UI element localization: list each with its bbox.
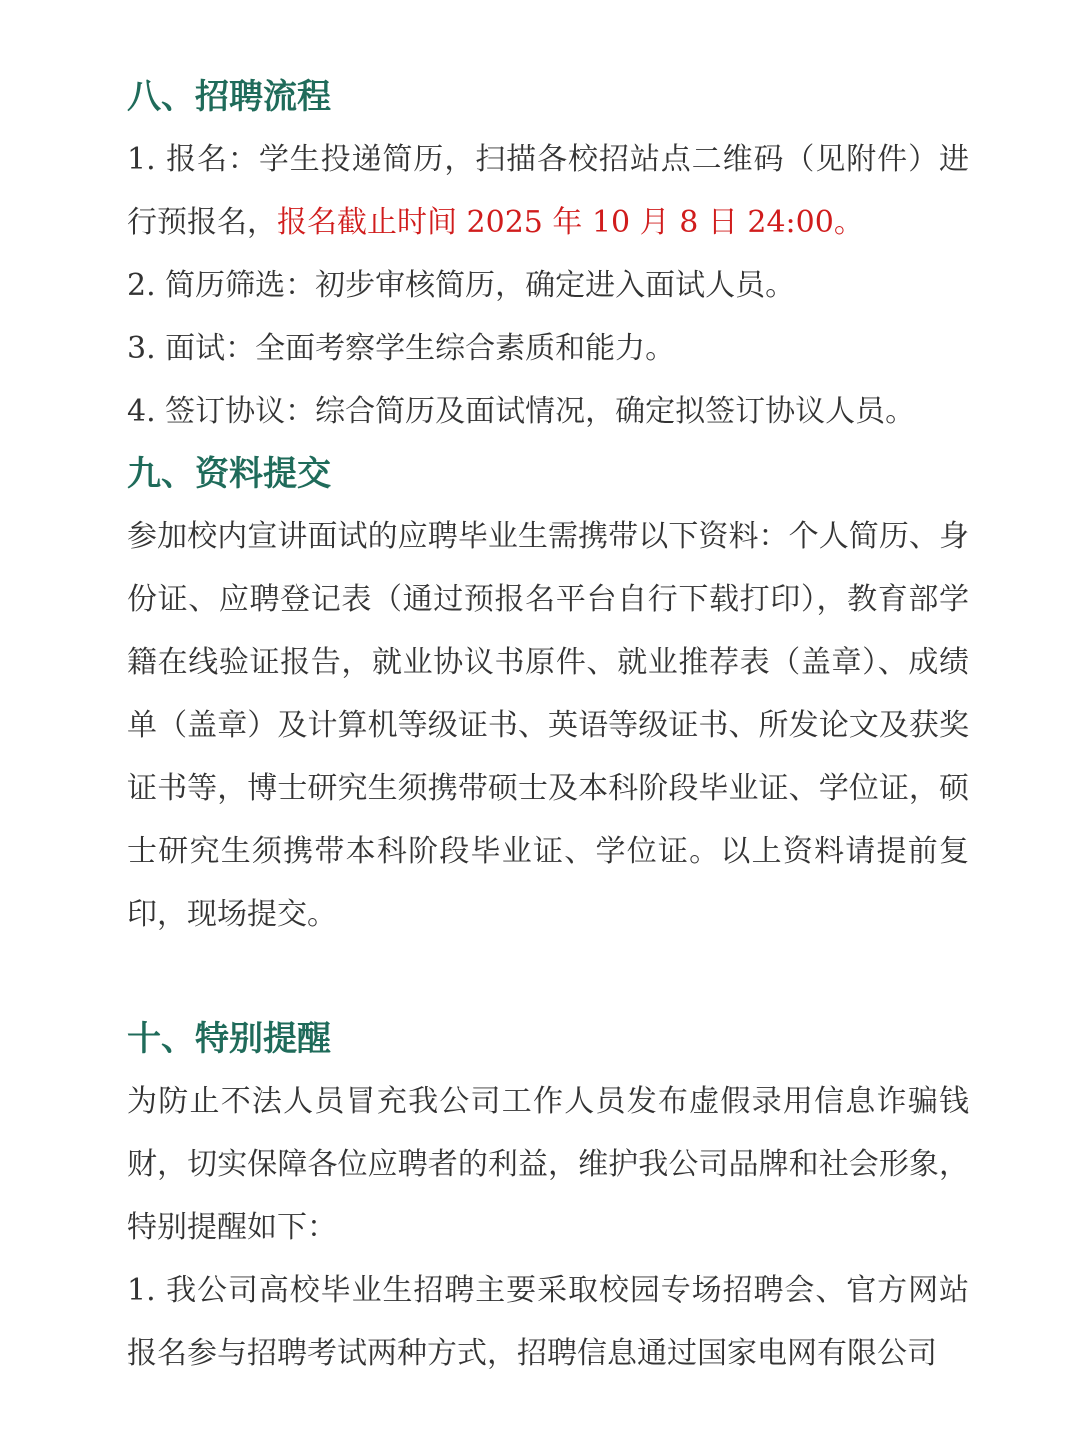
section-10-intro: 为防止不法人员冒充我公司工作人员发布虚假录用信息诈骗钱财，切实保障各位应聘者的利益，维护我公司品牌和社会形象，特别提醒如下：: [127, 1084, 969, 1245]
section-8-heading: 八、招聘流程: [127, 77, 331, 117]
section-8-step-4: 4. 签订协议：综合简历及面试情况，确定拟签订协议人员。: [127, 394, 916, 429]
section-8-step-3: 3. 面试：全面考察学生综合素质和能力。: [127, 331, 676, 366]
section-8-step-1: [127, 128, 969, 254]
section-9-body: 参加校内宣讲面试的应聘毕业生需携带以下资料：个人简历、身份证、应聘登记表（通过预报名平台自行下载打印），教育部学籍在线验证报告，就业协议书原件、就业推荐表（盖章）、成绩单（盖章）及计算机等级证书、英语等级证书、所发论文及获奖证书等，博士研究生须携带硕士及本科阶段毕业证、学位证，硕士研究生须携带本科阶段毕业证、学位证。以上资料请提前复印，现场提交。: [127, 519, 969, 932]
step-1-text: 1. 报名：学生投递简历，扫描各校招站点二维码（见附件）进行预报名，: [127, 142, 969, 240]
section-10-heading: 十、特别提醒: [127, 1019, 331, 1059]
registration-deadline: 报名截止时间 2025 年 10 月 8 日 24:00。: [277, 205, 864, 240]
section-10-item-1: 1. 我公司高校毕业生招聘主要采取校园专场招聘会、官方网站报名参与招聘考试两种方式，招聘信息通过国家电网有限公司: [127, 1273, 969, 1371]
section-spacer: [127, 946, 969, 1008]
section-9-heading: 九、资料提交: [127, 454, 331, 494]
section-8-step-2: 2. 简历筛选：初步审核简历，确定进入面试人员。: [127, 268, 796, 303]
document-page: [127, 66, 969, 1385]
